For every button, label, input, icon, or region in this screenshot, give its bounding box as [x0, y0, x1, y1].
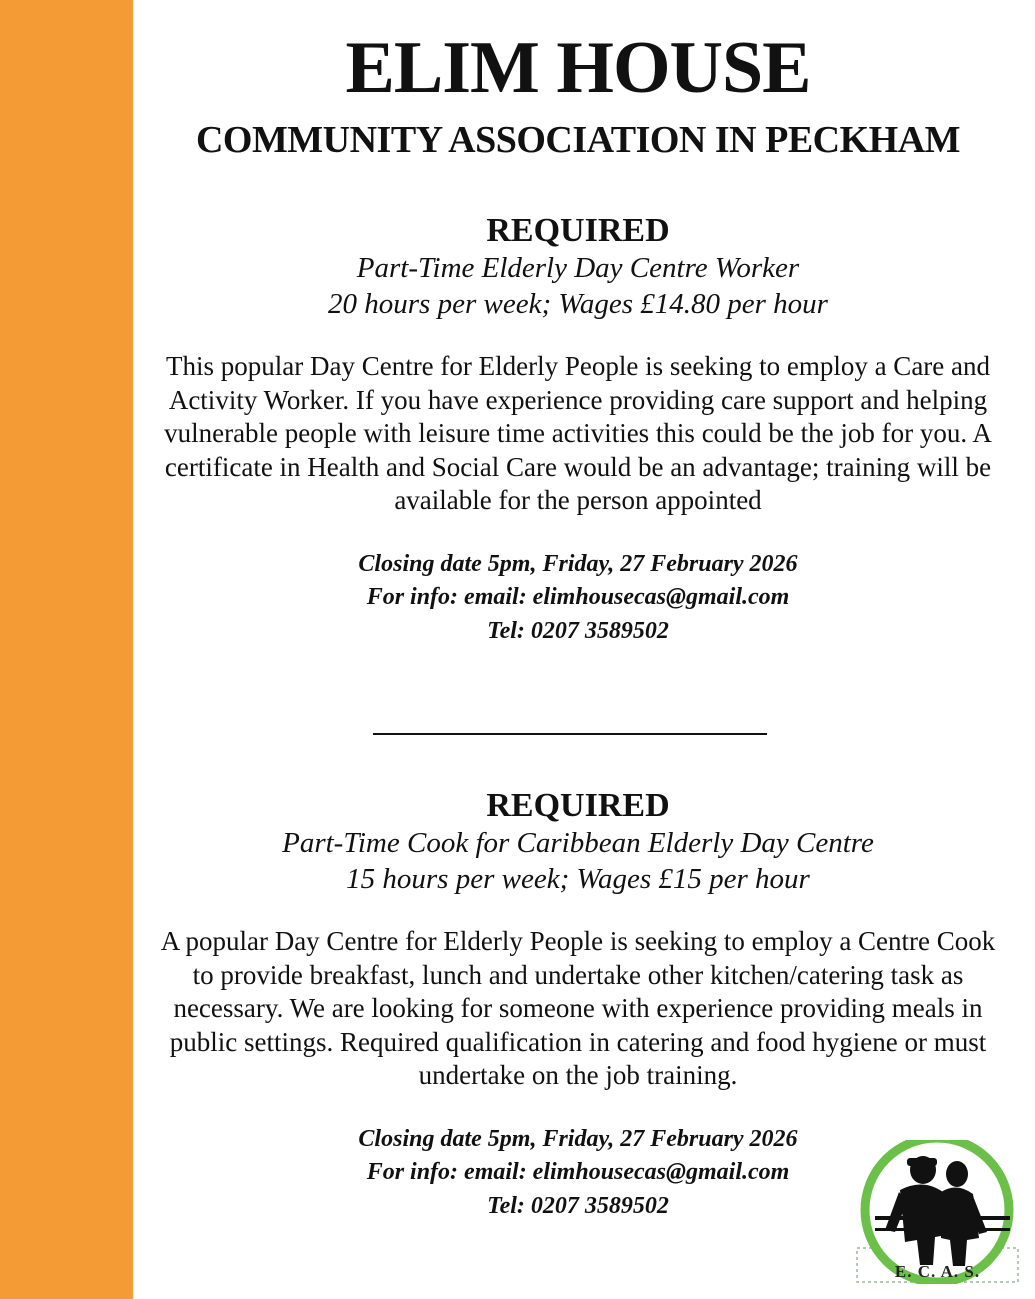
telephone: Tel: 0207 3589502 [487, 617, 669, 644]
job-listing-day-centre-worker [133, 212, 1023, 648]
section-divider [373, 733, 767, 735]
closing-date: Closing date 5pm, Friday, 27 February 2026 [358, 1125, 798, 1152]
job-terms: 20 hours per week; Wages £14.80 per hour [328, 288, 828, 320]
job-position-title: Part-Time Cook for Caribbean Elderly Day Centre [282, 827, 874, 859]
logo-text: E. C. A. S. [894, 1262, 981, 1281]
info-email: For info: email: elimhousecas@gmail.com [366, 1159, 790, 1185]
ecas-logo [855, 1140, 1020, 1284]
info-email: For info: email: elimhousecas@gmail.com [366, 584, 790, 610]
closing-date: Closing date 5pm, Friday, 27 February 2026 [358, 550, 798, 577]
telephone: Tel: 0207 3589502 [487, 1192, 669, 1219]
job-description: This popular Day Centre for Elderly People is seeking to employ a Care and Activity Worker. If you have experience providing care support and helping vulnerable people with leisure time activities this could be the job for you. A certificate in Health and Social Care would be an advantage; training will be available for the person appointed [164, 351, 992, 515]
side-accent-bar [0, 0, 133, 1299]
job-description: A popular Day Centre for Elderly People is seeking to employ a Centre Cook to provide breakfast, lunch and undertake other kitchen/catering task as necessary. We are looking for someone with experience providing meals in public settings. Required qualification in catering and food hygiene or must undertake on the job training. [160, 926, 996, 1090]
job-contact-block [133, 548, 1023, 649]
organization-subtitle: COMMUNITY ASSOCIATION IN PECKHAM [195, 119, 961, 161]
flyer-content [133, 0, 1035, 1299]
job-terms: 15 hours per week; Wages £15 per hour [346, 863, 810, 895]
organization-title: ELIM HOUSE [345, 27, 811, 109]
required-heading: REQUIRED [486, 787, 670, 824]
required-heading: REQUIRED [486, 212, 670, 249]
job-position-title: Part-Time Elderly Day Centre Worker [356, 252, 800, 284]
